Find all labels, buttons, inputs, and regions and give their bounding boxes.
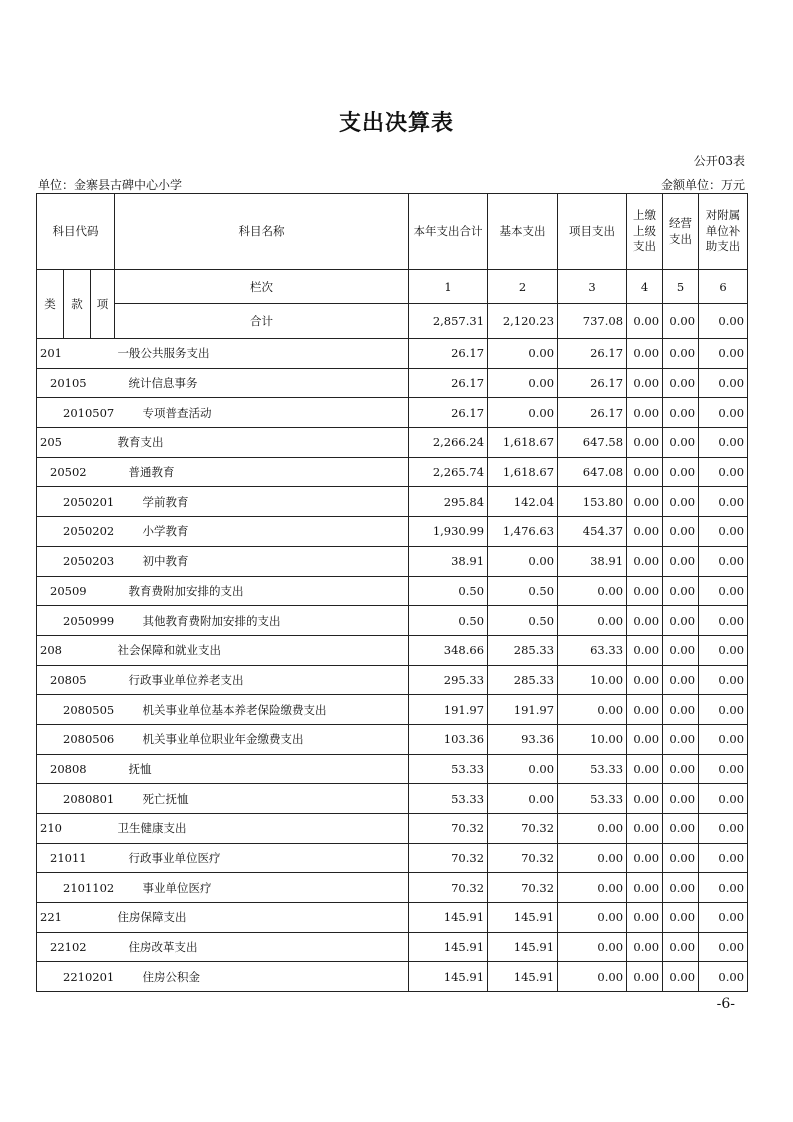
amount-cell: 70.32 — [409, 843, 488, 873]
amount-cell: 0.00 — [663, 457, 699, 487]
amount-cell: 145.91 — [488, 962, 558, 992]
amount-cell: 0.00 — [627, 903, 663, 933]
amount-cell: 0.00 — [663, 962, 699, 992]
amount-cell: 647.58 — [558, 428, 627, 458]
amount-cell: 0.00 — [627, 962, 663, 992]
table-row — [37, 398, 748, 428]
subject-code: 2080801 — [37, 784, 115, 814]
amount-cell: 0.00 — [663, 606, 699, 636]
total-value: 0.00 — [663, 304, 699, 339]
table-row — [37, 843, 748, 873]
amount-cell: 70.32 — [488, 814, 558, 844]
table-row — [37, 339, 748, 369]
amount-cell: 0.00 — [663, 873, 699, 903]
subject-code: 20509 — [37, 576, 115, 606]
amount-cell: 145.91 — [488, 903, 558, 933]
header-name: 科目名称 — [115, 194, 409, 270]
amount-cell: 10.00 — [558, 665, 627, 695]
amount-cell: 0.00 — [699, 368, 748, 398]
amount-cell: 0.00 — [663, 368, 699, 398]
amount-cell: 0.00 — [627, 398, 663, 428]
header-project-expenditure: 项目支出 — [558, 194, 627, 270]
amount-cell: 0.00 — [558, 873, 627, 903]
table-row — [37, 546, 748, 576]
amount-cell: 63.33 — [558, 635, 627, 665]
subject-name: 住房改革支出 — [115, 932, 409, 962]
amount-cell: 0.00 — [488, 784, 558, 814]
amount-cell: 0.00 — [627, 932, 663, 962]
amount-cell: 53.33 — [558, 754, 627, 784]
form-number: 公开03表 — [693, 154, 745, 168]
amount-cell: 145.91 — [409, 932, 488, 962]
amount-cell: 0.00 — [488, 546, 558, 576]
total-value: 0.00 — [699, 304, 748, 339]
amount-cell: 0.00 — [558, 576, 627, 606]
amount-cell: 26.17 — [409, 398, 488, 428]
amount-cell: 1,618.67 — [488, 457, 558, 487]
table-row — [37, 724, 748, 754]
subject-name: 小学教育 — [115, 517, 409, 547]
amount-cell: 0.00 — [699, 635, 748, 665]
subject-code: 20502 — [37, 457, 115, 487]
header-code: 科目代码 — [37, 194, 115, 270]
subject-code: 2050202 — [37, 517, 115, 547]
amount-cell: 70.32 — [409, 873, 488, 903]
amount-cell: 0.00 — [699, 339, 748, 369]
amount-cell: 26.17 — [409, 368, 488, 398]
amount-cell: 0.00 — [699, 754, 748, 784]
amount-cell: 0.00 — [663, 932, 699, 962]
amount-cell: 0.00 — [699, 457, 748, 487]
amount-cell: 93.36 — [488, 724, 558, 754]
amount-cell: 285.33 — [488, 665, 558, 695]
subject-code: 2050203 — [37, 546, 115, 576]
amount-cell: 0.00 — [663, 546, 699, 576]
subject-code: 2101102 — [37, 873, 115, 903]
amount-cell: 0.00 — [663, 814, 699, 844]
amount-cell: 0.00 — [663, 428, 699, 458]
amount-cell: 53.33 — [409, 784, 488, 814]
total-value: 2,857.31 — [409, 304, 488, 339]
header-operating: 经营支出 — [663, 194, 699, 270]
amount-cell: 70.32 — [488, 843, 558, 873]
column-number: 3 — [558, 270, 627, 304]
amount-cell: 0.00 — [699, 873, 748, 903]
amount-cell: 0.00 — [699, 724, 748, 754]
table-row — [37, 873, 748, 903]
amount-cell: 145.91 — [409, 962, 488, 992]
amount-cell: 0.00 — [663, 903, 699, 933]
total-value: 0.00 — [627, 304, 663, 339]
amount-cell: 1,930.99 — [409, 517, 488, 547]
amount-cell: 0.00 — [699, 576, 748, 606]
amount-cell: 647.08 — [558, 457, 627, 487]
amount-cell: 0.00 — [627, 814, 663, 844]
amount-cell: 0.00 — [627, 754, 663, 784]
amount-cell: 142.04 — [488, 487, 558, 517]
amount-cell: 0.00 — [488, 339, 558, 369]
amount-cell: 0.00 — [627, 487, 663, 517]
table-row — [37, 962, 748, 992]
subject-name: 普通教育 — [115, 457, 409, 487]
amount-cell: 103.36 — [409, 724, 488, 754]
subject-name: 一般公共服务支出 — [115, 339, 409, 369]
amount-cell: 0.00 — [627, 695, 663, 725]
table-row — [37, 368, 748, 398]
amount-cell: 0.00 — [558, 843, 627, 873]
subject-code: 2080505 — [37, 695, 115, 725]
column-number-row — [37, 270, 748, 304]
amount-cell: 0.00 — [699, 843, 748, 873]
table-row — [37, 457, 748, 487]
total-label: 合计 — [115, 304, 409, 339]
subject-code: 201 — [37, 339, 115, 369]
amount-cell: 0.00 — [663, 635, 699, 665]
amount-cell: 145.91 — [488, 932, 558, 962]
amount-cell: 191.97 — [488, 695, 558, 725]
table-row — [37, 517, 748, 547]
amount-cell: 0.00 — [699, 606, 748, 636]
subject-code: 2050999 — [37, 606, 115, 636]
subject-name: 抚恤 — [115, 754, 409, 784]
subject-name: 死亡抚恤 — [115, 784, 409, 814]
header-subsidy: 对附属单位补助支出 — [699, 194, 748, 270]
amount-cell: 0.00 — [663, 339, 699, 369]
header-total-expenditure: 本年支出合计 — [409, 194, 488, 270]
amount-cell: 153.80 — [558, 487, 627, 517]
subject-name: 社会保障和就业支出 — [115, 635, 409, 665]
amount-cell: 0.00 — [558, 814, 627, 844]
amount-cell: 0.00 — [699, 814, 748, 844]
subject-code: 22102 — [37, 932, 115, 962]
amount-cell: 0.00 — [699, 932, 748, 962]
amount-cell: 70.32 — [409, 814, 488, 844]
amount-cell: 53.33 — [558, 784, 627, 814]
amount-cell: 0.00 — [627, 457, 663, 487]
table-row — [37, 932, 748, 962]
amount-cell: 348.66 — [409, 635, 488, 665]
amount-cell: 0.00 — [488, 754, 558, 784]
subject-name: 统计信息事务 — [115, 368, 409, 398]
subject-code: 21011 — [37, 843, 115, 873]
amount-cell: 0.00 — [627, 784, 663, 814]
header-basic-expenditure: 基本支出 — [488, 194, 558, 270]
subject-code: 20105 — [37, 368, 115, 398]
subject-name: 其他教育费附加安排的支出 — [115, 606, 409, 636]
subject-code: 210 — [37, 814, 115, 844]
amount-cell: 0.50 — [409, 576, 488, 606]
subject-name: 教育支出 — [115, 428, 409, 458]
column-number: 5 — [663, 270, 699, 304]
amount-cell: 26.17 — [558, 368, 627, 398]
table-row — [37, 606, 748, 636]
column-number: 1 — [409, 270, 488, 304]
amount-cell: 53.33 — [409, 754, 488, 784]
amount-cell: 2,266.24 — [409, 428, 488, 458]
amount-cell: 10.00 — [558, 724, 627, 754]
subject-name: 机关事业单位职业年金缴费支出 — [115, 724, 409, 754]
amount-cell: 0.00 — [699, 695, 748, 725]
subject-name: 教育费附加安排的支出 — [115, 576, 409, 606]
amount-cell: 0.00 — [627, 843, 663, 873]
subject-code: 2210201 — [37, 962, 115, 992]
amount-cell: 0.00 — [699, 546, 748, 576]
amount-cell: 26.17 — [558, 339, 627, 369]
subject-code: 20805 — [37, 665, 115, 695]
page-title: 支出决算表 — [338, 111, 454, 136]
subject-name: 行政事业单位医疗 — [115, 843, 409, 873]
table-row — [37, 428, 748, 458]
amount-cell: 0.00 — [663, 695, 699, 725]
amount-cell: 1,618.67 — [488, 428, 558, 458]
page-number: -6- — [716, 996, 735, 1012]
amount-cell: 295.33 — [409, 665, 488, 695]
subject-code: 205 — [37, 428, 115, 458]
subject-name: 卫生健康支出 — [115, 814, 409, 844]
subject-code: 221 — [37, 903, 115, 933]
amount-cell: 0.00 — [663, 724, 699, 754]
column-number: 6 — [699, 270, 748, 304]
amount-cell: 0.00 — [663, 754, 699, 784]
amount-unit: 金额单位：万元 — [660, 178, 745, 192]
amount-cell: 191.97 — [409, 695, 488, 725]
amount-cell: 0.00 — [627, 665, 663, 695]
amount-cell: 0.00 — [699, 487, 748, 517]
amount-cell: 0.00 — [558, 932, 627, 962]
column-number: 4 — [627, 270, 663, 304]
table-row — [37, 576, 748, 606]
amount-cell: 0.00 — [627, 339, 663, 369]
amount-cell: 26.17 — [558, 398, 627, 428]
amount-cell: 0.00 — [699, 665, 748, 695]
subject-name: 机关事业单位基本养老保险缴费支出 — [115, 695, 409, 725]
amount-cell: 295.84 — [409, 487, 488, 517]
amount-cell: 0.00 — [699, 903, 748, 933]
amount-cell: 0.00 — [627, 368, 663, 398]
amount-cell: 0.00 — [627, 635, 663, 665]
subject-code: 20808 — [37, 754, 115, 784]
amount-cell: 0.00 — [663, 665, 699, 695]
amount-cell: 26.17 — [409, 339, 488, 369]
table-row — [37, 635, 748, 665]
subject-code: 208 — [37, 635, 115, 665]
amount-cell: 1,476.63 — [488, 517, 558, 547]
amount-cell: 0.00 — [627, 576, 663, 606]
expenditure-table — [36, 193, 748, 992]
amount-cell: 0.00 — [663, 487, 699, 517]
header-lanci: 栏次 — [115, 270, 409, 304]
subject-name: 学前教育 — [115, 487, 409, 517]
subject-code: 2050201 — [37, 487, 115, 517]
amount-cell: 0.00 — [488, 398, 558, 428]
amount-cell: 145.91 — [409, 903, 488, 933]
total-value: 2,120.23 — [488, 304, 558, 339]
amount-cell: 0.00 — [627, 428, 663, 458]
subject-name: 专项普查活动 — [115, 398, 409, 428]
total-row — [37, 304, 748, 339]
table-row — [37, 903, 748, 933]
amount-cell: 0.50 — [409, 606, 488, 636]
amount-cell: 0.00 — [699, 398, 748, 428]
table-row — [37, 784, 748, 814]
column-number: 2 — [488, 270, 558, 304]
table-row — [37, 754, 748, 784]
amount-cell: 0.00 — [558, 962, 627, 992]
header-row — [37, 194, 748, 270]
amount-cell: 0.00 — [699, 517, 748, 547]
amount-cell: 0.00 — [699, 784, 748, 814]
amount-cell: 0.50 — [488, 576, 558, 606]
amount-cell: 0.00 — [627, 873, 663, 903]
amount-cell: 2,265.74 — [409, 457, 488, 487]
table-row — [37, 487, 748, 517]
total-value: 737.08 — [558, 304, 627, 339]
amount-cell: 38.91 — [409, 546, 488, 576]
amount-cell: 0.00 — [488, 368, 558, 398]
header-lei: 类 — [37, 270, 64, 339]
amount-cell: 0.00 — [627, 606, 663, 636]
amount-cell: 0.00 — [627, 724, 663, 754]
header-xiang: 项 — [91, 270, 115, 339]
table-row — [37, 814, 748, 844]
amount-cell: 0.00 — [663, 517, 699, 547]
header-kuan: 款 — [64, 270, 91, 339]
subject-name: 住房公积金 — [115, 962, 409, 992]
subject-name: 住房保障支出 — [115, 903, 409, 933]
subject-code: 2080506 — [37, 724, 115, 754]
amount-cell: 0.00 — [663, 398, 699, 428]
amount-cell: 0.00 — [627, 517, 663, 547]
amount-cell: 0.00 — [558, 903, 627, 933]
amount-cell: 0.00 — [699, 428, 748, 458]
subject-code: 2010507 — [37, 398, 115, 428]
amount-cell: 0.00 — [558, 695, 627, 725]
amount-cell: 454.37 — [558, 517, 627, 547]
amount-cell: 285.33 — [488, 635, 558, 665]
amount-cell: 0.00 — [558, 606, 627, 636]
amount-cell: 0.00 — [699, 962, 748, 992]
amount-cell: 70.32 — [488, 873, 558, 903]
table-row — [37, 695, 748, 725]
amount-cell: 38.91 — [558, 546, 627, 576]
subject-name: 事业单位医疗 — [115, 873, 409, 903]
table-row — [37, 665, 748, 695]
amount-cell: 0.00 — [663, 843, 699, 873]
amount-cell: 0.00 — [663, 576, 699, 606]
amount-cell: 0.00 — [627, 546, 663, 576]
reporting-unit: 单位：金寨县古碑中心小学 — [38, 178, 183, 192]
header-remit-upper: 上缴上级支出 — [627, 194, 663, 270]
amount-cell: 0.50 — [488, 606, 558, 636]
amount-cell: 0.00 — [663, 784, 699, 814]
subject-name: 初中教育 — [115, 546, 409, 576]
subject-name: 行政事业单位养老支出 — [115, 665, 409, 695]
